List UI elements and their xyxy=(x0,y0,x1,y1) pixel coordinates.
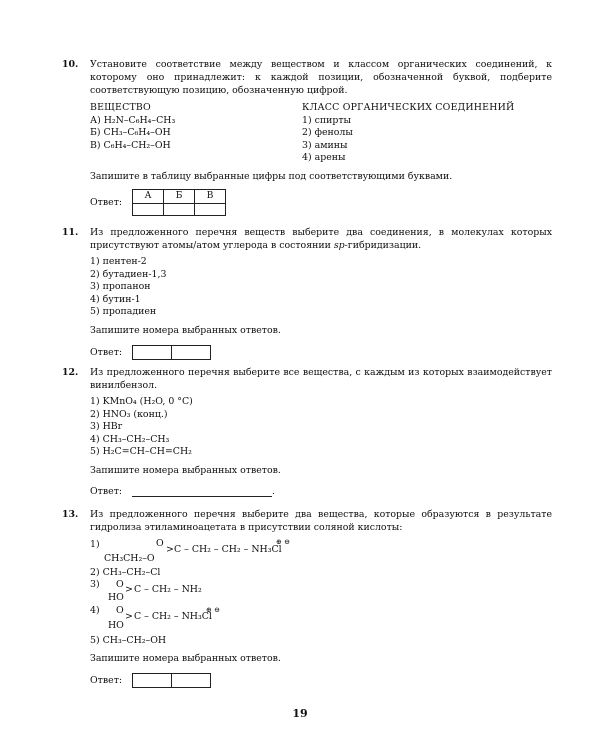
options-list xyxy=(90,255,552,318)
formula-ester-group: CH₃CH₂–O xyxy=(104,553,155,564)
option: 2) CH₃–CH₂–Cl xyxy=(90,567,161,578)
class-4: 4) арены xyxy=(302,152,346,163)
question-number: 11. xyxy=(62,227,79,238)
answer-row xyxy=(90,673,552,688)
column-header: ВЕЩЕСТВО xyxy=(90,102,151,113)
bond-line: > xyxy=(125,584,133,595)
option: 4) CH₃–CH₂–CH₃ xyxy=(90,433,170,445)
answer-box-2[interactable] xyxy=(172,346,210,359)
option-3-structure xyxy=(90,578,552,604)
answer-row xyxy=(90,189,552,216)
answer-header-b: Б xyxy=(164,189,195,203)
instruction: Запишите номера выбранных ответов. xyxy=(90,653,281,664)
question-number: 13. xyxy=(62,509,79,520)
option-label: 3) xyxy=(90,579,100,590)
answer-boxes xyxy=(132,345,211,360)
answer-cell-c[interactable] xyxy=(195,203,226,215)
option: 2) HNO₃ (конц.) xyxy=(90,408,168,420)
answer-label: Ответ: xyxy=(90,346,123,358)
bond-line: > xyxy=(166,544,174,555)
instruction: Запишите номера выбранных ответов. xyxy=(90,324,281,336)
answer-table xyxy=(132,189,226,216)
formula-hydroxyl: HO xyxy=(108,592,124,603)
option-label: 1) xyxy=(90,539,100,550)
formula-hydroxyl: HO xyxy=(108,620,124,631)
answer-box-1[interactable] xyxy=(133,674,172,687)
ion-charges: ⊕ ⊖ xyxy=(206,606,220,614)
question-13 xyxy=(62,508,552,688)
question-text: Из предложенного перечня выберите все вещества, с каждым из которых взаимодействует винилбензол. xyxy=(90,367,552,391)
class-2: 2) фенолы xyxy=(302,127,353,138)
answer-label: Ответ: xyxy=(90,485,123,497)
question-12 xyxy=(62,366,552,498)
formula-main: C – CH₂ – NH₃Cl xyxy=(134,611,212,622)
option: 5) CH₃–CH₂–OH xyxy=(90,635,167,646)
atom-oxygen: O xyxy=(156,538,164,549)
option: 5) H₂C=CH–CH=CH₂ xyxy=(90,446,192,457)
class-1: 1) спирты xyxy=(302,114,351,126)
substance-column xyxy=(90,101,302,164)
question-10 xyxy=(62,58,552,216)
question-number: 12. xyxy=(62,367,79,378)
substance-a: А) H₂N–C₆H₄–CH₃ xyxy=(90,114,176,126)
option: 3) HBr xyxy=(90,421,123,432)
answer-line[interactable] xyxy=(132,485,272,497)
question-text-part: Из предложенного перечня веществ выберите два соединения, в молекулах которых присутствуют атомы/атом углерода в состоянии xyxy=(90,227,552,251)
substance-c: В) C₆H₄–CH₂–OH xyxy=(90,139,171,151)
answer-boxes xyxy=(132,673,211,688)
answer-period: . xyxy=(272,485,276,497)
option-label: 4) xyxy=(90,605,100,616)
bond-line: > xyxy=(125,611,133,622)
answer-box-2[interactable] xyxy=(172,674,210,687)
answer-box-1[interactable] xyxy=(133,346,172,359)
question-text: Установите соответствие между веществом и классом органических соединений, к которому оно принадлежит: к каждой позиции, обозначенной буквой, подберите соответствующую позицию, обозначенную цифрой. xyxy=(90,59,552,96)
question-text xyxy=(90,226,552,252)
option: 4) бутин-1 xyxy=(90,293,141,305)
answer-cell-b[interactable] xyxy=(164,203,195,215)
answer-cell-a[interactable] xyxy=(133,203,164,215)
option: 3) пропанон xyxy=(90,281,151,292)
atom-oxygen: O xyxy=(116,605,124,616)
answer-row xyxy=(90,485,552,498)
options-list xyxy=(90,395,552,458)
option: 1) KMnO₄ (H₂O, 0 °C) xyxy=(90,396,193,407)
substance-b: Б) CH₃–C₆H₄–OH xyxy=(90,127,171,138)
formula-main: C – CH₂ – CH₂ – NH₃Cl xyxy=(174,544,282,555)
option-4-structure xyxy=(90,604,552,634)
answer-label: Ответ: xyxy=(90,675,123,686)
option-1-structure xyxy=(90,538,552,566)
option: 5) пропадиен xyxy=(90,306,157,317)
column-header: КЛАСС ОРГАНИЧЕСКИХ СОЕДИНЕНИЙ xyxy=(302,102,515,113)
matching-columns xyxy=(90,101,552,164)
answer-header-c: В xyxy=(195,189,226,203)
question-text-italic: sp xyxy=(333,240,345,251)
question-number: 10. xyxy=(62,59,79,70)
atom-oxygen: O xyxy=(116,579,124,590)
ion-charges: ⊕ ⊖ xyxy=(276,538,290,546)
instruction: Запишите номера выбранных ответов. xyxy=(90,464,281,476)
page-number: 19 xyxy=(292,707,308,720)
question-text: Из предложенного перечня выберите два вещества, которые образуются в результате гидролиза этиламиноацетата в присутствии соляной кислоты: xyxy=(90,509,552,533)
class-3: 3) амины xyxy=(302,139,348,151)
class-column xyxy=(302,101,514,164)
option: 1) пентен-2 xyxy=(90,256,147,267)
question-text-part: -гибридизации. xyxy=(344,240,422,251)
answer-row xyxy=(90,345,552,360)
question-11 xyxy=(62,226,552,360)
options-list xyxy=(90,538,552,646)
instruction: Запишите в таблицу выбранные цифры под соответствующими буквами. xyxy=(90,170,453,182)
formula-main: C – CH₂ – NH₂ xyxy=(134,584,202,595)
answer-label: Ответ: xyxy=(90,196,123,208)
option: 2) бутадиен-1,3 xyxy=(90,268,167,280)
answer-header-a: А xyxy=(133,189,164,203)
